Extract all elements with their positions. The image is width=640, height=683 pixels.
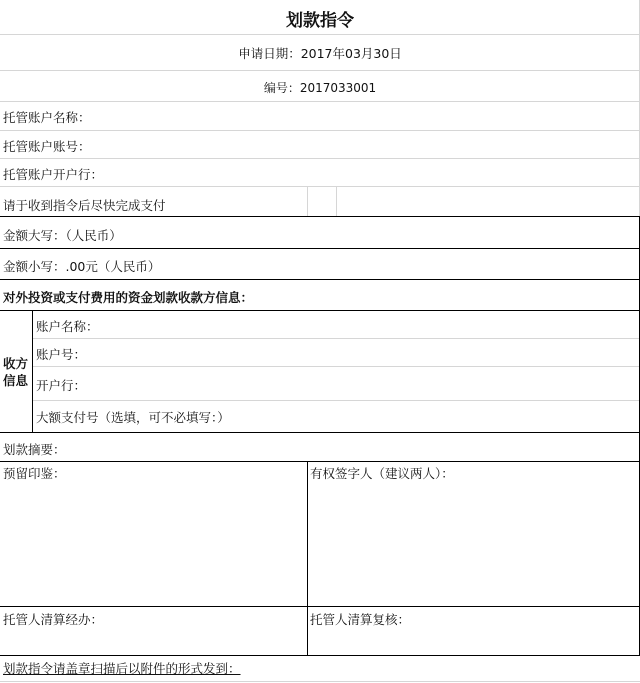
gridline bbox=[33, 366, 639, 367]
gridline bbox=[33, 338, 639, 339]
gridline bbox=[0, 70, 640, 71]
gridline bbox=[336, 186, 337, 216]
gridline bbox=[0, 681, 640, 682]
form-title: 划款指令 bbox=[286, 11, 354, 31]
border-line bbox=[0, 248, 640, 249]
payee-section-title: 对外投资或支付费用的资金划款收款方信息： bbox=[3, 290, 254, 305]
apply-date: 申请日期：2017年03月30日 bbox=[238, 46, 402, 61]
payee-account-name-label: 账户名称： bbox=[36, 319, 99, 334]
amount-upper-label: 金额大写：（人民币） bbox=[3, 228, 122, 243]
gridline bbox=[307, 186, 308, 216]
gridline bbox=[0, 101, 640, 102]
gridline bbox=[33, 400, 639, 401]
payment-request-text: 请于收到指令后尽快完成支付 bbox=[3, 198, 166, 213]
payee-side-label: 收方信息 bbox=[3, 356, 29, 388]
border-line bbox=[0, 279, 640, 280]
border-line bbox=[0, 216, 640, 217]
gridline bbox=[0, 158, 640, 159]
amount-lower-label: 金额小写：.00元（人民币） bbox=[3, 259, 161, 274]
border-line bbox=[0, 606, 640, 607]
payee-bank-label: 开户行： bbox=[36, 378, 87, 393]
custody-account-bank-label: 托管账户开户行： bbox=[3, 167, 104, 182]
border-line bbox=[0, 655, 640, 656]
large-payment-number-label: 大额支付号（选填，可不必填写：） bbox=[36, 410, 230, 425]
clearing-handler-label: 托管人清算经办： bbox=[3, 612, 104, 627]
custody-account-name-label: 托管账户名称： bbox=[3, 110, 91, 125]
payee-account-number-label: 账户号： bbox=[36, 347, 87, 362]
border-line bbox=[32, 310, 33, 432]
authorized-signatories-label: 有权签字人（建议两人）： bbox=[310, 466, 454, 481]
border-line bbox=[0, 461, 640, 462]
border-line bbox=[0, 432, 640, 433]
border-line bbox=[307, 461, 308, 656]
border-line bbox=[0, 310, 640, 311]
reserved-seal-label: 预留印鉴： bbox=[3, 466, 66, 481]
custody-account-number-label: 托管账户账号： bbox=[3, 139, 91, 154]
clearing-reviewer-label: 托管人清算复核： bbox=[310, 612, 411, 627]
footer-note: 划款指令请盖章扫描后以附件的形式发到： bbox=[3, 661, 241, 676]
serial-number: 编号：2017033001 bbox=[263, 81, 377, 95]
gridline bbox=[0, 34, 640, 35]
gridline bbox=[0, 130, 640, 131]
gridline bbox=[0, 186, 640, 187]
transfer-summary-label: 划款摘要： bbox=[3, 442, 66, 457]
